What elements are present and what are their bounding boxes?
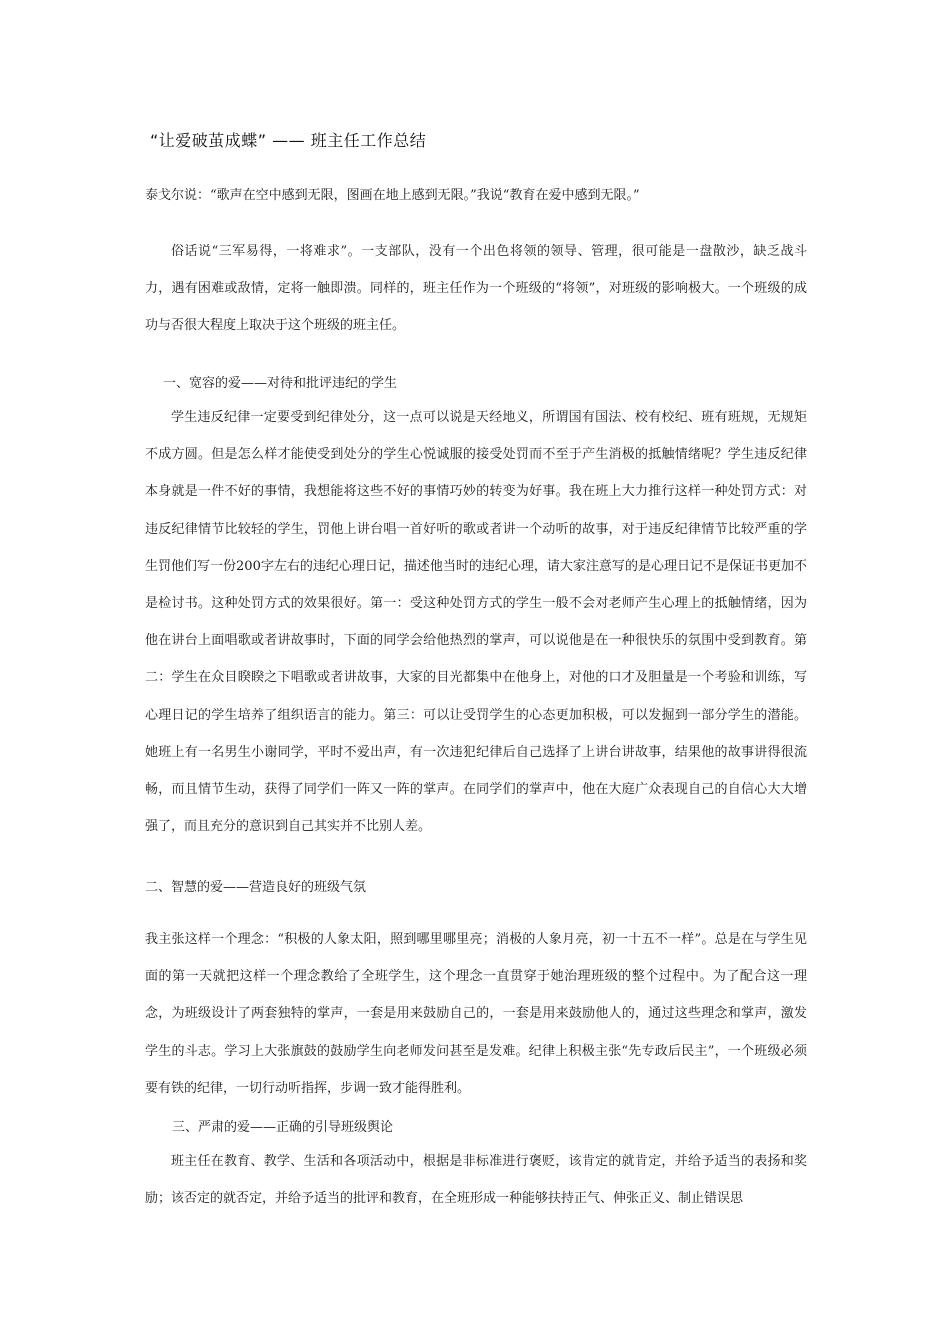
section1-heading: 一、宽容的爱——对待和批评违纪的学生 — [163, 376, 398, 391]
tagore-quote: 泰戈尔说：“歌声在空中感到无限，图画在地上感到无限。”我说“教育在爱中感到无限。” — [145, 188, 640, 203]
section2-heading: 二、智慧的爱——营造良好的班级气氛 — [145, 880, 367, 895]
section3-heading: 三、严肃的爱——正确的引导班级舆论 — [172, 1120, 394, 1135]
intro-paragraph: 俗话说“三军易得，一将难求”。一支部队，没有一个出色将领的领导、管理，很可能是一盘散沙，缺乏战斗力，遇有困难或敌情，定将一触即溃。同样的，班主任作为一个班级的“将领”，对班级的影响极大。一个班级的成功与否很大程度上取决于这个班级的班主任。 — [145, 244, 807, 334]
section3-body: 班主任在教育、教学、生活和各项活动中，根据是非标准进行褒贬，该肯定的就肯定，并给予适当的表扬和奖励；该否定的就否定，并给予适当的批评和教育，在全班形成一种能够扶持正气、伸张正义、制止错误思 — [145, 1154, 807, 1207]
section2-body: 我主张这样一个理念：“积极的人象太阳，照到哪里哪里亮；消极的人象月亮，初一十五不一样”。总是在与学生见面的第一天就把这样一个理念教给了全班学生，这个理念一直贯穿于她治理班级的整个过程中。为了配合这一理念，为班级设计了两套独特的掌声，一套是用来鼓励自己的，一套是用来鼓励他人的，通过这些理念和掌声，激发学生的斗志。学习上大张旗鼓的鼓励学生向老师发问甚至是发难。纪律上积极主张“先专政后民主”，一个班级必须要有铁的纪律，一切行动听指挥，步调一致才能得胜利。 — [145, 932, 807, 1096]
document-title: “让爱破茧成蝶” —— 班主任工作总结 — [150, 131, 427, 150]
section1-body: 学生违反纪律一定要受到纪律处分，这一点可以说是天经地义，所谓国有国法、校有校纪、班有班规，无规矩不成方圆。但是怎么样才能使受到处分的学生心悦诚服的接受处罚而不至于产生消极的抵触情绪呢？学生违反纪律本身就是一件不好的事情，我想能将这些不好的事情巧妙的转变为好事。我在班上大力推行这样一种处罚方式：对违反纪律情节比较轻的学生，罚他上讲台唱一首好听的歌或者讲一个动听的故事，对于违反纪律情节比较严重的学生罚他们写一份200字左右的违纪心理日记，描述他当时的违纪心理，请大家注意写的是心理日记不是保证书更加不是检讨书。这种处罚方式的效果很好。第一：受这种处罚方式的学生一般不会对老师产生心理上的抵触情绪，因为他在讲台上面唱歌或者讲故事时，下面的同学会给他热烈的掌声，可以说他是在一种很快乐的氛围中受到教育。第二：学生在众目睽睽之下唱歌或者讲故事，大家的目光都集中在他身上，对他的口才及胆量是一个考验和训练，写心理日记的学生培养了组织语言的能力。第三：可以让受罚学生的心态更加积极，可以发掘到一部分学生的潜能。她班上有一名男生小谢同学，平时不爱出声，有一次违犯纪律后自己选择了上讲台讲故事，结果他的故事讲得很流畅，而且情节生动，获得了同学们一阵又一阵的掌声。在同学们的掌声中，他在大庭广众表现自己的自信心大大增强了，而且充分的意识到自己其实并不比别人差。 — [145, 410, 807, 835]
